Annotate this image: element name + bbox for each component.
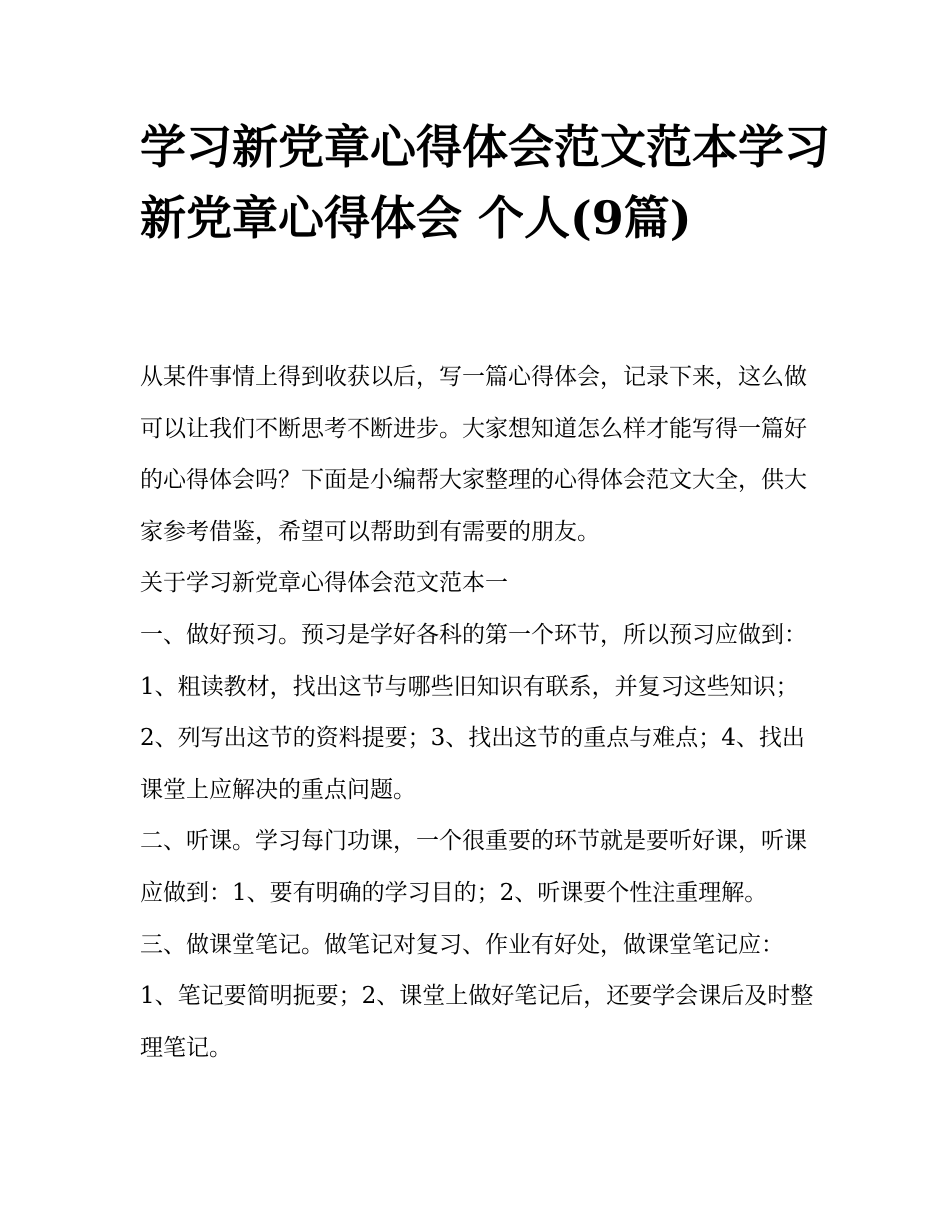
body-paragraph: 三、做课堂笔记。做笔记对复习、作业有好处，做课堂笔记应：1、笔记要简明扼要；2、课堂上做好笔记后，还要学会课后及时整理笔记。: [140, 931, 814, 1061]
body-paragraph: 二、听课。学习每门功课，一个很重要的环节就是要听好课，听课应做到：1、要有明确的学习目的；2、听课要个性注重理解。: [140, 828, 807, 906]
body-paragraph: 一、做好预习。预习是学好各科的第一个环节，所以预习应做到：1、粗读教材，找出这节与哪些旧知识有联系，并复习这些知识；2、列写出这节的资料提要；3、找出这节的重点与难点；4、找出课堂上应解决的重点问题。: [140, 621, 807, 803]
intro-paragraph: 从某件事情上得到收获以后，写一篇心得体会，记录下来，这么做可以让我们不断思考不断进步。大家想知道怎么样才能写得一篇好的心得体会吗？下面是小编帮大家整理的心得体会范文大全，供大家参考借鉴，希望可以帮助到有需要的朋友。: [140, 364, 807, 545]
section-heading: 关于学习新党章心得体会范文范本一: [140, 570, 508, 597]
document-body: [140, 352, 818, 1074]
document-title: 学习新党章心得体会范文范本学习新党章心得体会 个人(9篇): [140, 120, 830, 245]
